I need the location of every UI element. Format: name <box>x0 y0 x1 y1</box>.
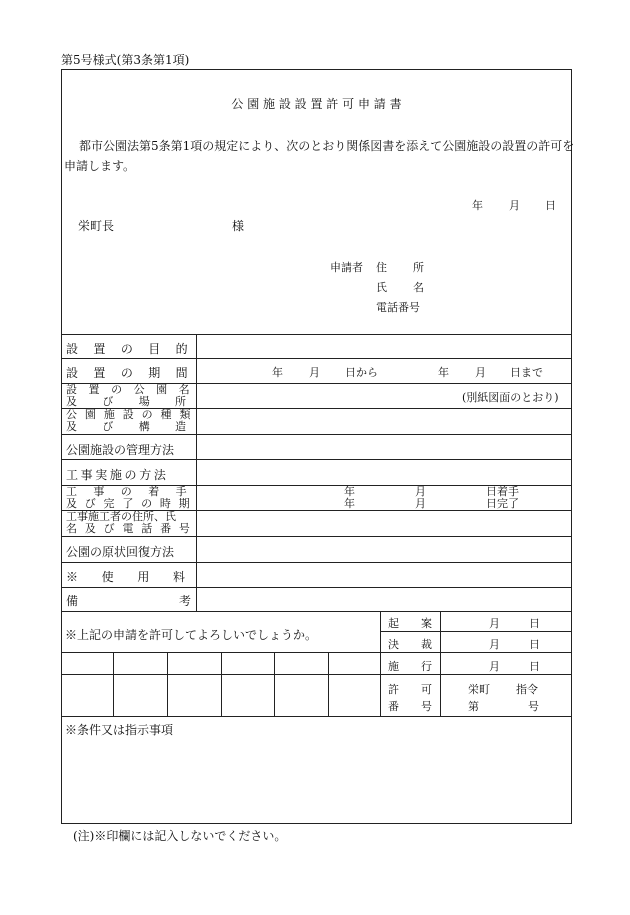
date-day: 日 <box>545 199 556 212</box>
row-label-facility-1: 公園施設の種類 <box>66 408 191 421</box>
table-line <box>61 716 572 717</box>
row-label-period: 設置の期間 <box>66 366 191 380</box>
period-from-day: 日から <box>345 366 378 379</box>
draft-day: 日 <box>529 617 540 630</box>
decision-day: 日 <box>529 638 540 651</box>
row-label-construction-method: 工事実施の方法 <box>66 468 169 482</box>
table-line <box>61 334 572 335</box>
start-day: 日着手 <box>486 485 519 498</box>
label-chars: 設置の目的 <box>66 342 191 356</box>
end-day: 日完了 <box>486 497 519 510</box>
applicant-label: 申請者 <box>330 261 363 274</box>
row-label-restoration: 公園の原状回復方法 <box>66 545 175 559</box>
applicant-name-label: 氏 名 <box>376 281 424 294</box>
table-divider <box>196 334 197 611</box>
permit-go: 号 <box>528 700 539 713</box>
approval-question: ※上記の申請を許可してよろしいでしょうか。 <box>65 628 318 642</box>
table-line <box>61 536 572 537</box>
table-line <box>61 434 572 435</box>
decision-label: 決裁 <box>388 638 432 651</box>
period-to-day: 日まで <box>510 366 543 379</box>
table-line <box>61 358 572 359</box>
table-divider <box>380 611 381 716</box>
table-divider <box>167 652 168 716</box>
end-year: 年 <box>344 497 355 510</box>
footnote: (注)※印欄には記入しないでください。 <box>73 829 287 843</box>
intro-text-line2: 申請します。 <box>64 159 136 173</box>
permit-label-1: 許可 <box>388 683 432 696</box>
period-to-month: 月 <box>475 366 486 379</box>
row-label-contractor-1: 工事施工者の住所、氏 <box>66 510 176 523</box>
date-month: 月 <box>509 199 520 212</box>
conditions-label: ※条件又は指示事項 <box>65 723 174 737</box>
permit-label-2: 番号 <box>388 700 432 713</box>
table-divider <box>113 652 114 716</box>
enforce-day: 日 <box>529 660 540 673</box>
row-label-facility-2: 及び構造 <box>66 420 191 433</box>
row-label-timing-2: 及び完了の時期 <box>66 497 191 510</box>
addressee: 栄町長 <box>78 219 115 233</box>
end-month: 月 <box>415 497 426 510</box>
honorific: 様 <box>232 219 245 233</box>
form-number-label: 第5号様式(第3条第1項) <box>61 53 190 67</box>
table-divider <box>328 652 329 716</box>
permit-order: 指令 <box>516 683 538 696</box>
table-line <box>61 459 572 460</box>
enforce-month: 月 <box>489 660 500 673</box>
intro-text-line1: 都市公園法第5条第1項の規定により、次のとおり関係図書を添えて公園施設の設置の許可を <box>79 139 575 153</box>
row-label-management: 公園施設の管理方法 <box>66 443 175 457</box>
park-location-note: (別紙図面のとおり) <box>462 391 559 404</box>
table-line <box>61 562 572 563</box>
table-line <box>380 631 572 632</box>
table-divider <box>274 652 275 716</box>
table-line <box>61 652 572 653</box>
period-from-month: 月 <box>309 366 320 379</box>
date-year: 年 <box>472 199 483 212</box>
start-year: 年 <box>344 485 355 498</box>
period-to-year: 年 <box>438 366 449 379</box>
row-label-timing-1: 工事の着手 <box>66 485 191 498</box>
row-label-park-name-2: 及び場所 <box>66 395 191 408</box>
table-divider <box>221 652 222 716</box>
table-line <box>61 587 572 588</box>
row-label-contractor-2: 名及び電話番号 <box>66 522 191 535</box>
start-month: 月 <box>415 485 426 498</box>
row-label-remarks: 備考 <box>66 594 191 608</box>
row-label-park-name-1: 設置の公園名 <box>66 383 191 396</box>
applicant-phone-label: 電話番号 <box>376 301 420 314</box>
table-line <box>61 674 572 675</box>
decision-month: 月 <box>489 638 500 651</box>
table-line <box>61 611 572 612</box>
form-title: 公 園 施 設 設 置 許 可 申 請 書 <box>231 97 402 111</box>
applicant-address-label: 住 所 <box>376 261 424 274</box>
table-divider <box>440 611 441 716</box>
permit-dai: 第 <box>468 700 479 713</box>
enforce-label: 施行 <box>388 660 432 673</box>
period-from-year: 年 <box>272 366 283 379</box>
row-label-purpose <box>66 340 191 357</box>
draft-label: 起案 <box>388 617 432 630</box>
permit-town: 栄町 <box>468 683 490 696</box>
row-label-fee: ※使用料 <box>66 570 191 584</box>
draft-month: 月 <box>489 617 500 630</box>
